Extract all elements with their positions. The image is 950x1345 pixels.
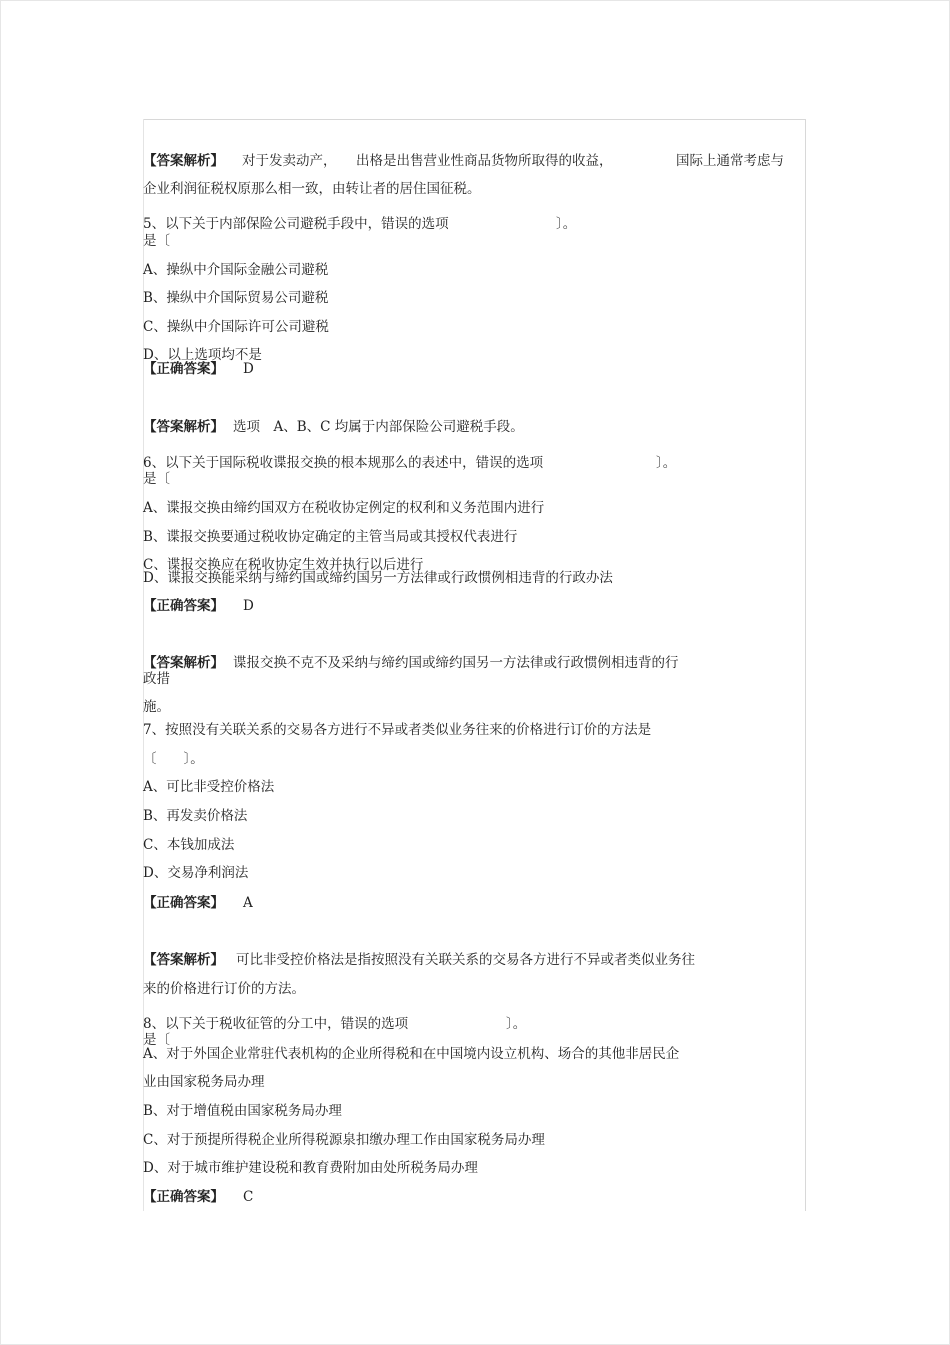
q6-answer-label: 【正确答案】 — [143, 598, 224, 614]
q5-explanation-text: 选项 A、B、C 均属于内部保险公司避税手段。 — [233, 419, 524, 435]
q5-option-d: D、以上选项均不是 — [143, 347, 262, 363]
q6-explanation-label: 【答案解析】 — [143, 655, 224, 671]
q8-answer-label: 【正确答案】 — [143, 1189, 224, 1205]
q5-stem: 5、以下关于内部保险公司避税手段中，错误的选项 — [143, 216, 449, 232]
q7-option-b: B、再发卖价格法 — [143, 808, 248, 824]
q8-stem: 8、以下关于税收征管的分工中，错误的选项 — [143, 1016, 409, 1032]
q7-explanation-line1: 可比非受控价格法是指按照没有关联关系的交易各方进行不异或者类似业务往 — [236, 952, 695, 968]
q6-explanation-line3: 施。 — [143, 699, 170, 715]
q7-stem: 7、按照没有关联关系的交易各方进行不异或者类似业务往来的价格进行订价的方法是 — [143, 722, 652, 738]
q4-explanation-line2: 企业利润征税权原那么相一致，由转让者的居住国征税。 — [143, 181, 481, 197]
q4-explanation-text-3: 国际上通常考虑与 — [676, 153, 784, 169]
q6-explanation-line2: 政措 — [143, 671, 170, 687]
q8-option-b: B、对于增值税由国家税务局办理 — [143, 1103, 342, 1119]
q5-explanation-label: 【答案解析】 — [143, 419, 224, 435]
q5-option-a: A、操纵中介国际金融公司避税 — [143, 262, 329, 278]
q6-stem: 6、以下关于国际税收谍报交换的根本规那么的表述中，错误的选项 — [143, 455, 544, 471]
q5-answer-label: 【正确答案】 — [143, 361, 224, 377]
q5-stem-close: 〕。 — [556, 216, 577, 232]
content-frame-top-rule — [143, 119, 806, 120]
q7-stem-cont: 〔 〕。 — [143, 751, 204, 767]
q8-stem-cont: 是〔 — [143, 1032, 170, 1048]
q7-explanation-label: 【答案解析】 — [143, 952, 224, 968]
content-frame-right-rule — [805, 119, 806, 1211]
q4-explanation-label: 【答案解析】 — [143, 153, 224, 169]
q5-stem-cont: 是〔 — [143, 233, 170, 249]
q4-explanation-text-2: 出格是出售营业性商品货物所取得的收益， — [356, 153, 613, 169]
q7-answer: A — [243, 895, 253, 911]
q6-option-a: A、谍报交换由缔约国双方在税收协定例定的权利和义务范围内进行 — [143, 500, 545, 516]
q6-stem-close: 〕。 — [656, 455, 677, 471]
q5-option-c: C、操纵中介国际许可公司避税 — [143, 319, 329, 335]
q5-option-b: B、操纵中介国际贸易公司避税 — [143, 290, 329, 306]
q8-option-a: A、对于外国企业常驻代表机构的企业所得税和在中国境内设立机构、场合的其他非居民企 — [143, 1046, 680, 1062]
q6-option-d: D、谍报交换能采纳与缔约国或缔约国另一方法律或行政惯例相违背的行政办法 — [143, 570, 613, 586]
q7-option-c: C、本钱加成法 — [143, 837, 235, 853]
q8-stem-close: 〕。 — [506, 1016, 527, 1032]
q6-option-b: B、谍报交换要通过税收协定确定的主管当局或其授权代表进行 — [143, 529, 518, 545]
q8-option-d: D、对于城市维护建设税和教育费附加由处所税务局办理 — [143, 1160, 478, 1176]
q8-option-a-cont: 业由国家税务局办理 — [143, 1074, 265, 1090]
q6-answer: D — [243, 598, 254, 614]
q7-option-a: A、可比非受控价格法 — [143, 779, 275, 795]
q6-stem-cont: 是〔 — [143, 471, 170, 487]
q7-option-d: D、交易净利润法 — [143, 865, 249, 881]
q6-explanation-line1: 谍报交换不克不及采纳与缔约国或缔约国另一方法律或行政惯例相违背的行 — [233, 655, 679, 671]
q7-answer-label: 【正确答案】 — [143, 895, 224, 911]
q7-explanation-line2: 来的价格进行订价的方法。 — [143, 981, 305, 997]
q8-answer: C — [243, 1189, 254, 1205]
q8-option-c: C、对于预提所得税企业所得税源泉扣缴办理工作由国家税务局办理 — [143, 1132, 545, 1148]
q6-option-c: C、谍报交换应在税收协定生效并执行以后进行 — [143, 557, 424, 573]
q4-explanation-text-1: 对于发卖动产， — [242, 153, 337, 169]
q5-answer: D — [243, 361, 254, 377]
